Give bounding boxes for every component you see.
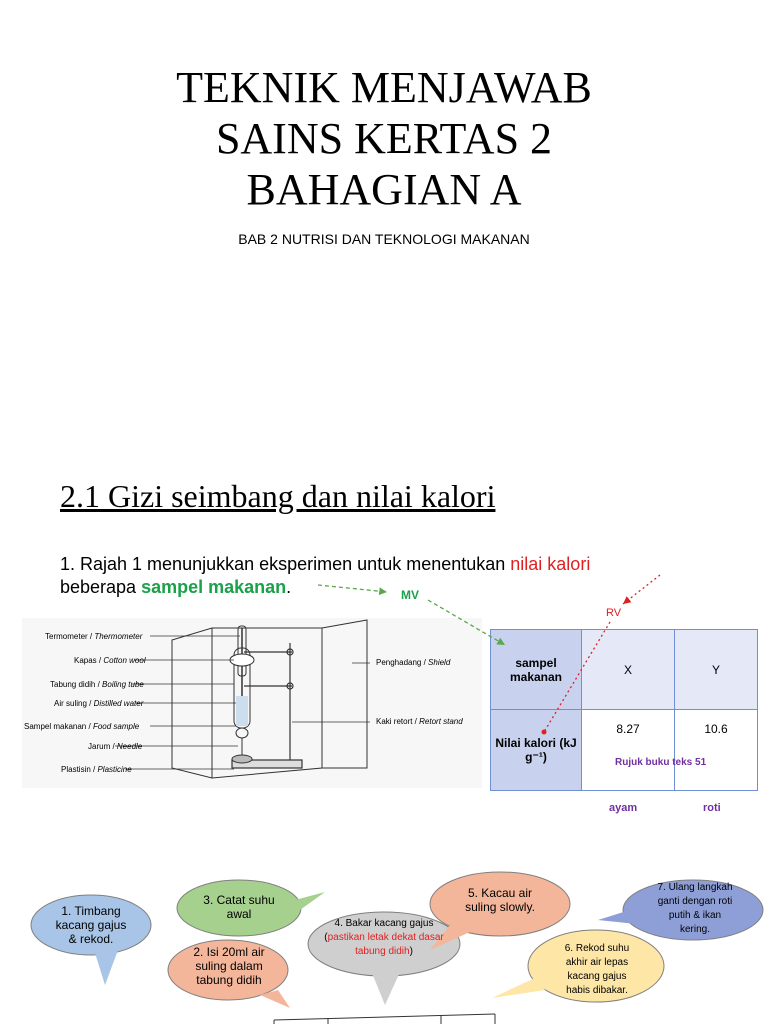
label-food-sample: Sampel makanan / Food sample [24,722,140,731]
slide-subtitle: BAB 2 NUTRISI DAN TEKNOLOGI MAKANAN [238,231,530,247]
label-cotton-wool: Kapas / Cotton wool [74,656,146,665]
bubble-step-4: 4. Bakar kacang gajus (pastikan letak dekat dasar tabung didih) [324,918,444,957]
title-line-2: SAINS KERTAS 2 [215,114,553,163]
mv-label: MV [401,588,419,602]
rv-arrow-2 [544,622,610,732]
label-retort-stand: Kaki retort / Retort stand [376,717,463,726]
label-ayam: ayam [609,802,638,814]
question-highlight-sample: sampel makanan [141,577,287,597]
title-line-3: BAHAGIAN A [246,165,522,214]
textbook-note: Rujuk buku teks 51 [615,757,707,768]
label-shield: Penghadang / Shield [376,658,451,667]
bubble-step-3: 3. Catat suhu awal [203,893,275,921]
label-thermometer: Termometer / Thermometer [45,632,143,641]
bubble-step-1: 1. Timbang kacang gajus & rekod. [55,904,127,946]
bubble-step-2: 2. Isi 20ml air suling dalam tabung didih [193,945,265,987]
bubble-step-5: 5. Kacau air suling slowly. [465,886,535,914]
label-distilled-water: Air suling / Distilled water [54,699,144,708]
label-boiling-tube: Tabung didih / Boiling tube [50,680,144,689]
label-needle: Jarum / Needle [88,742,143,751]
header-x: X [582,630,675,710]
question-part2: beberapa [60,577,142,597]
header-food-sample: sampel makanan [491,630,582,710]
label-plasticine: Plastisin / Plasticine [61,765,132,774]
cell-x-value: 8.27 [582,710,675,791]
label-roti: roti [703,802,721,814]
header-y: Y [675,630,758,710]
title-line-1: TEKNIK MENJAWAB [176,63,592,112]
mv-arrow-1 [318,585,387,592]
bubble-step-6: 6. Rekod suhu akhir air lepas kacang gajus habis dibakar. [564,943,630,996]
mv-arrow-2 [428,600,505,645]
rv-label: RV [606,607,622,619]
cell-y-value: 10.6 [675,710,758,791]
question-highlight-calorie: nilai kalori [510,554,591,574]
question-part1: 1. Rajah 1 menunjukkan eksperimen untuk menentukan [60,554,511,574]
bubble-step-7: 7. Ulang langkah ganti dengan roti putih & ikan kering. [657,882,733,935]
section-heading: 2.1 Gizi seimbang dan nilai kalori [60,478,496,514]
rv-arrow-1 [623,575,660,604]
header-calorie-value: Nilai kalori (kJ g⁻¹) [491,710,582,791]
question-part3: . [286,577,292,597]
